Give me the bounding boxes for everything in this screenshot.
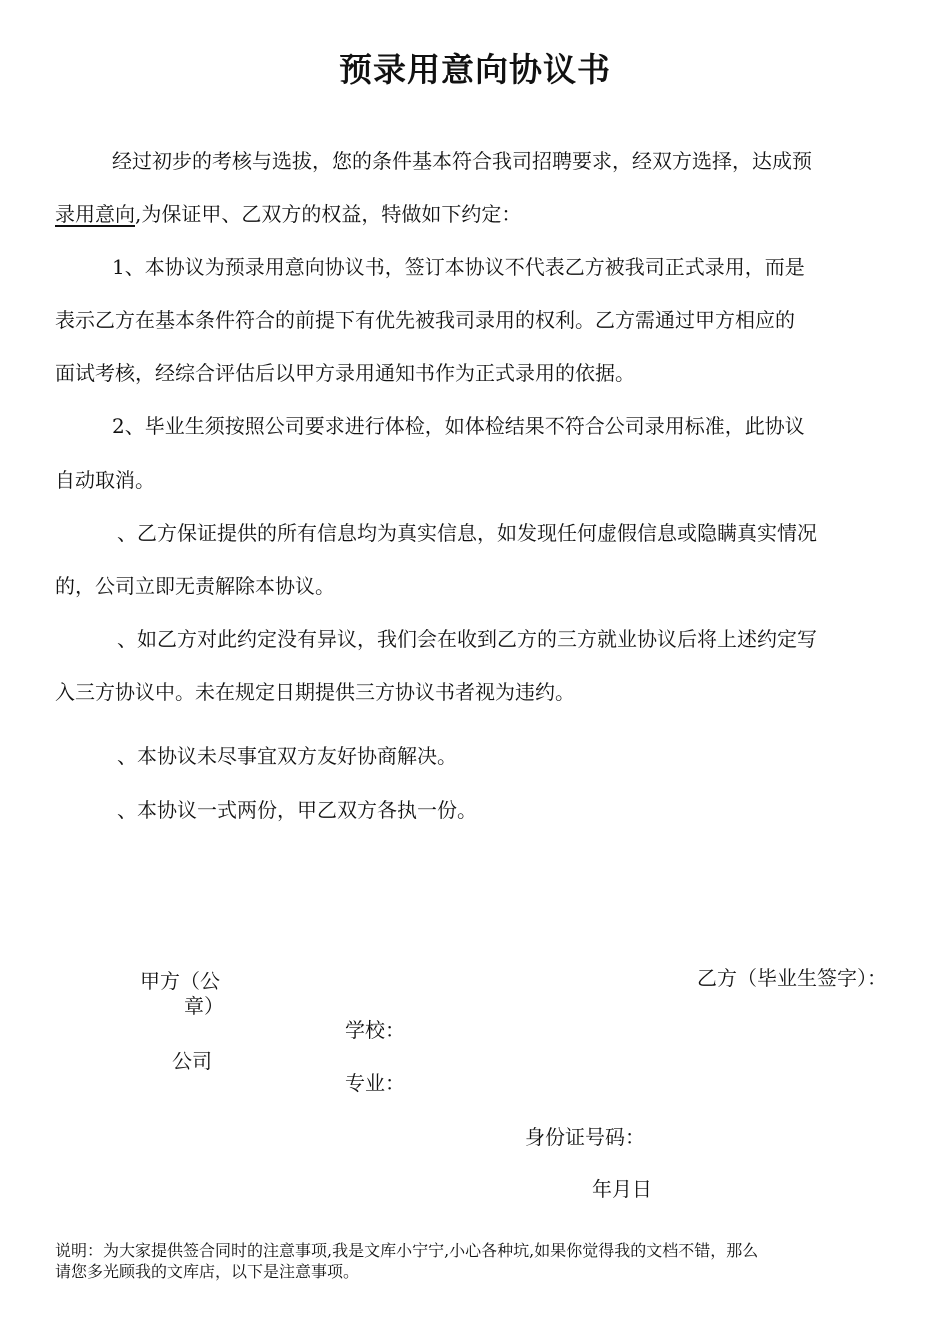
- intro-line-2: [55, 199, 521, 229]
- date-field-label: 年月日: [592, 1177, 652, 1201]
- clause-4-line-2: 入三方协议中。未在规定日期提供三方协议书者视为违约。: [55, 680, 575, 704]
- clause-1-line-3: 面试考核，经综合评估后以甲方录用通知书作为正式录用的依据。: [55, 361, 635, 385]
- clause-2-line-2: 自动取消。: [55, 468, 155, 492]
- footnote-line-2: 请您多光顾我的文库店，以下是注意事项。: [55, 1262, 360, 1281]
- company-label: 公司: [172, 1049, 212, 1073]
- party-a-label-cont: 章）: [184, 994, 224, 1018]
- footnote-line-1: 说明：为大家提供签合同时的注意事项,我是文库小宁宁,小心各种坑,如果你觉得我的文档不错，那么: [55, 1241, 759, 1260]
- document-title: 预录用意向协议书: [339, 50, 611, 89]
- intro-underlined-phrase: 录用意向: [55, 202, 135, 226]
- clause-5-line-1: 、本协议未尽事宜双方友好协商解决。: [117, 744, 457, 768]
- clause-1-line-2: 表示乙方在基本条件符合的前提下有优先被我司录用的权利。乙方需通过甲方相应的: [55, 308, 795, 332]
- major-field-label: 专业：: [345, 1071, 405, 1095]
- school-field-label: 学校：: [345, 1018, 405, 1042]
- clause-3-line-2: 的，公司立即无责解除本协议。: [55, 574, 335, 598]
- party-b-label: 乙方（毕业生签字）：: [697, 966, 887, 990]
- clause-1-line-1: 1、本协议为预录用意向协议书，签订本协议不代表乙方被我司正式录用，而是: [112, 255, 805, 279]
- intro-line-2-rest: ,为保证甲、乙双方的权益，特做如下约定：: [135, 202, 522, 226]
- clause-4-line-1: 、如乙方对此约定没有异议，我们会在收到乙方的三方就业协议后将上述约定写: [117, 627, 817, 651]
- clause-3-line-1: 、乙方保证提供的所有信息均为真实信息，如发现任何虚假信息或隐瞒真实情况: [117, 521, 817, 545]
- id-number-field-label: 身份证号码：: [525, 1125, 645, 1149]
- party-a-label: 甲方（公: [140, 969, 220, 993]
- clause-6-line-1: 、本协议一式两份，甲乙双方各执一份。: [117, 798, 477, 822]
- intro-line-1: 经过初步的考核与选拔，您的条件基本符合我司招聘要求，经双方选择，达成预: [112, 149, 812, 173]
- clause-2-line-1: 2、毕业生须按照公司要求进行体检，如体检结果不符合公司录用标准，此协议: [112, 414, 805, 438]
